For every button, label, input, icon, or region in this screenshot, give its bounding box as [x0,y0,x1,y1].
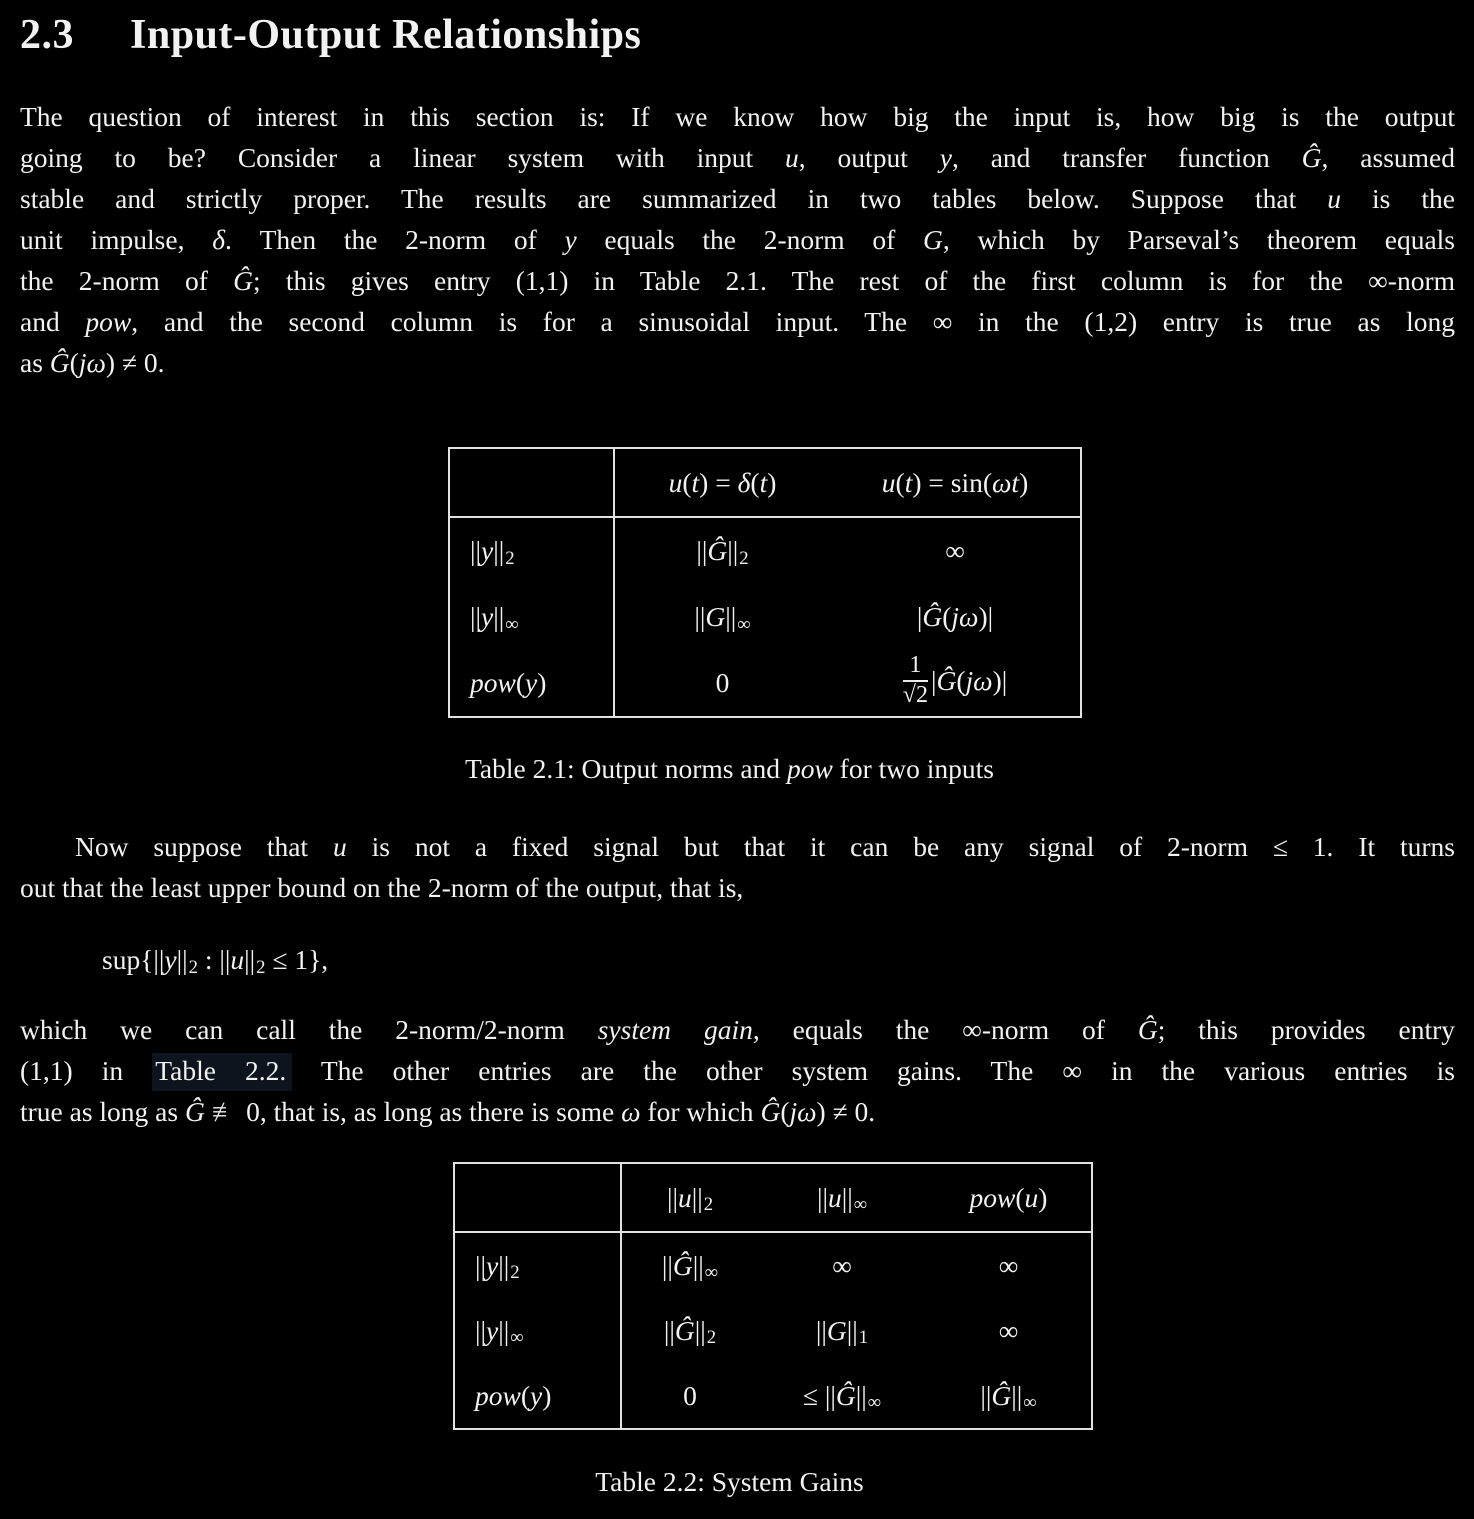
text-line: stable and strictly proper. The results are summarized in two tables below. Suppose that u is the [20,183,1455,215]
table-row [449,517,1081,584]
table-cell: ∞ [998,1314,1019,1346]
table-cell: ∞ [945,535,965,567]
text-line: true as long as Ĝ ≢ 0, that is, as long as there is some ω for which Ĝ(jω) ≠ 0. [20,1096,876,1128]
table-cell: ≤ $||Ĝ||_\infty$ [802,1379,882,1414]
table-2-2 [453,1162,1093,1430]
text-line [20,1050,1455,1091]
table-2-1 [448,447,1082,718]
table-header-cell: $||u||_\infty$ [758,1163,926,1232]
table-row [454,1232,1092,1298]
table-header-cell: u(t) = δ(t) [614,448,830,517]
display-formula: $sup\{||y||_2$ : $||u||_2 \le 1$}, [102,944,329,978]
table-cell: ∞ [832,1249,852,1281]
text-span: The other entries are the other system gains. The ∞ in the various entries is [292,1055,1455,1087]
text-line: Now suppose that u is not a fixed signal but that it can be any signal of 2-norm ≤ 1. It turns [75,831,1455,863]
table-2-2-caption: Table 2.2: System Gains [595,1466,864,1498]
paragraph-gains [20,1009,1455,1132]
text-line: and pow, and the second column is for a sinusoidal input. The ∞ in the (1,2) entry is true as long [20,306,1455,338]
table-header-row [454,1163,1092,1232]
text-span: (1,1) in [20,1055,153,1087]
row-label: $||y||_\infty$ [454,1298,621,1363]
section-title: Input-Output Relationships [130,12,642,58]
text-line: which we can call the 2-norm/2-norm system gain, equals the ∞-norm of Ĝ; this provides entry [20,1014,1456,1046]
table-cell: ∞ [998,1249,1019,1281]
table-header-cell: pow(u) [926,1163,1092,1232]
text-line: going to be? Consider a linear system with input u, output y, and transfer function Ĝ, assumed [20,142,1456,174]
section-heading [20,12,1455,58]
text-line: as Ĝ(jω) ≠ 0. [20,347,165,379]
table-2-2-link[interactable]: Table 2.2. [152,1053,292,1091]
table-2-1-caption: Table 2.1: Output norms and pow for two inputs [465,753,994,785]
table-row [449,650,1081,717]
table-header-cell: $||u||_2$ [621,1163,758,1232]
text-line: out that the least upper bound on the 2-norm of the output, that is, [20,872,744,904]
row-label: $||y||_2$ [449,517,614,584]
table-header-cell: u(t) = sin(ωt) [830,448,1081,517]
table-cell: $||Ĝ||_\infty$ [980,1379,1037,1414]
table-cell: |Ĝ(jω)| [916,601,994,633]
text-line: unit impulse, δ. Then the 2-norm of y equals the 2-norm of G, which by Parseval’s theorem equals [20,224,1455,256]
table-row [454,1298,1092,1363]
table-corner-cell [454,1163,621,1232]
row-label: $||y||_2$ [454,1232,621,1298]
paragraph-sup [20,826,1455,908]
table-cell: 0 [715,667,730,699]
table-cell: $||G||_\infty$ [694,601,751,635]
table-row [449,584,1081,650]
table-cell: $||Ĝ||_2$ [696,535,749,569]
table-row [454,1363,1092,1429]
table-cell: $||Ĝ||_2$ [663,1314,717,1349]
table-cell: $||G||_1$ [815,1314,869,1349]
row-label: pow(y) [454,1363,621,1429]
table-header-row [449,448,1081,517]
text-line: the 2-norm of Ĝ; this gives entry (1,1) in Table 2.1. The rest of the first column is for the ∞-norm [20,265,1455,297]
row-label: pow(y) [449,650,614,717]
table-corner-cell [449,448,614,517]
paragraph-intro [20,96,1455,383]
text-line: The question of interest in this section is: If we know how big the input is, how big is the output [20,101,1455,133]
table-cell: $\frac{1}{√2}$ |Ĝ(jω)| [902,652,1008,709]
table-cell: $||Ĝ||_\infty$ [661,1249,719,1284]
row-label: $||y||_\infty$ [449,584,614,650]
table-cell: 0 [683,1379,697,1411]
section-number: 2.3 [20,12,74,58]
